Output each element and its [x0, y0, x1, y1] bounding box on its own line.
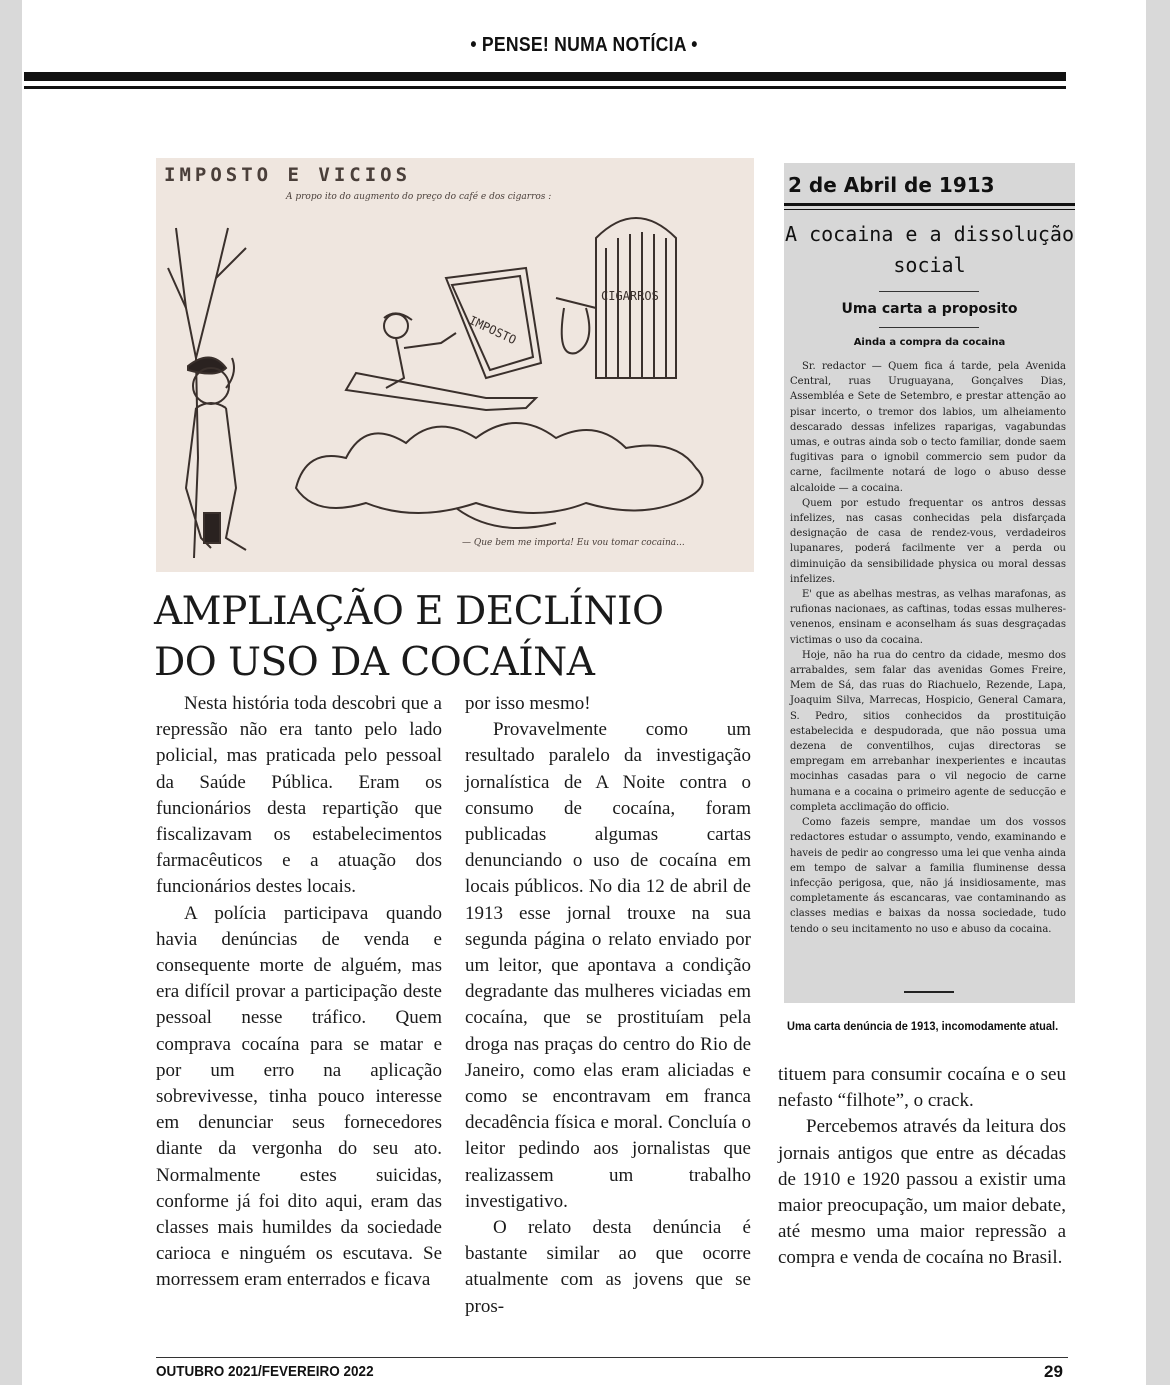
page-number: 29	[1044, 1362, 1063, 1381]
footer-issue: OUTUBRO 2021/FEVEREIRO 2022	[156, 1363, 374, 1380]
sign-imposto-text: IMPOSTO	[466, 313, 519, 348]
clipping-date: 2 de Abril de 1913	[788, 173, 995, 197]
clipping-rule	[784, 203, 1075, 206]
newspaper-clipping	[784, 163, 1075, 1003]
article-paragraph: Percebemos através da leitura dos jornais antigos que entre as décadas de 1910 e 1920 passou a existir uma maior preocupação, um maior debate, até mesmo uma maior repressão a compra e venda de cocaína no Brasil.	[778, 1116, 1066, 1269]
clipping-rule	[784, 209, 1075, 210]
headline-line1: AMPLIAÇÃO E DECLÍNIO	[154, 589, 664, 634]
section-title: • PENSE! NUMA NOTÍCIA •	[470, 34, 698, 56]
article-paragraph: Nesta história toda descobri que a repressão não era tanto pelo lado policial, mas praticada pelo pessoal da Saúde Pública. Eram os funcionários desta repartição que fiscalizavam os estabelecimentos farmacêuticos e a atuação dos funcionários destes locais.	[156, 693, 442, 898]
cartoon-caption: — Que bem me importa! Eu vou tomar cocaina...	[462, 538, 685, 548]
headline-line2: DO USO DA COCAÍNA	[154, 640, 595, 685]
article-paragraph: A polícia participava quando havia denúncias de venda e consequente morte de alguém, mas era difícil provar a participação deste pessoal nesse tráfico. Quem comprava cocaína para se matar e por um erro na aplicação sobrevivesse, tinha pouco interesse em denunciar seus fornecedores diante da vergonha do seu ato. Normalmente estes suicidas, conforme já foi dito aqui, eram das classes mais humildes da sociedade carioca e ninguém os escutava. Se morressem eram enterrados e ficava	[156, 902, 442, 1291]
cartoon-drawing	[156, 158, 754, 572]
cartoon-title: IMPOSTO E VICIOS	[164, 164, 412, 186]
clipping-ornament	[879, 327, 979, 328]
clipping-paragraph: Como fazeis sempre, mandae um dos vossos redactores estudar o assumpto, vendo, examinando e haveis de pedir ao congresso uma lei que venha ainda em tempo de salvar a familia fluminense dessa infecção perigosa, que, não já insidiosamente, mas completamente ás escancaras, vae contaminando as classes medias e baixas da nossa sociedade, tudo tendo o seu incitamento no uso e abuso da cocaina.	[790, 817, 1066, 935]
clipping-subhead: Uma carta a proposito	[841, 301, 1018, 317]
article-column-1	[156, 691, 442, 1294]
clipping-body	[790, 359, 1066, 937]
clipping-headline	[784, 219, 1075, 281]
sign-cigarros-text: CIGARROS	[601, 289, 659, 303]
article-column-3	[778, 1062, 1066, 1272]
clipping-ornament	[879, 291, 979, 292]
clipping-end-mark	[904, 991, 954, 993]
cartoon-illustration	[156, 158, 754, 572]
footer-rule	[156, 1357, 1068, 1358]
cartoon-subtitle: A propo ito do augmento do preço do café e dos cigarros :	[286, 192, 552, 202]
article-paragraph: por isso mesmo!	[465, 693, 591, 714]
article-column-2	[465, 691, 751, 1320]
article-paragraph: Provavelmente como um resultado paralelo da investigação jornalística de A Noite contra o consumo de cocaína, foram publicadas algumas cartas denunciando o uso de cocaína em locais públicos. No dia 12 de abril de 1913 esse jornal trouxe na sua segunda página o relato enviado por um leitor, que apontava a condição degradante das mulheres viciadas em cocaína, que se prostituíam pela droga nas praças do centro do Rio de Janeiro, como elas eram aliciadas e como se encontravam em franca decadência física e moral. Concluía o leitor pedindo aos jornalistas que realizassem um trabalho investigativo.	[465, 719, 751, 1212]
clipping-paragraph: Hoje, não ha rua do centro da cidade, mesmo dos arrabaldes, sem falar das avenidas Gomes Freire, Mem de Sá, das ruas do Riachuelo, Rezende, Lapa, Joaquim Silva, Marrecas, Hospicio, General Camara, S. Pedro, sitios conhecidos da prostituição estabelecida e despudorada, que não possua uma dezena de conventilhos, cujas directoras se empregam em arrebanhar inexperientes e incautas mocinhas casadas para o vil negocio de carne humana e a cocaina o primeiro agente de seducção e completa acclimação do officio.	[790, 649, 1066, 813]
article-paragraph: tituem para consumir cocaína e o seu nefasto “filhote”, o crack.	[778, 1064, 1066, 1112]
clipping-paragraph: Quem por estudo frequentar os antros dessas infelizes, nas casas conhecidas pela disfarçada designação de casa de rendez-vous, verdadeiros lupanares, poderá facilmente ver a perda ou diminuição da sensibilidade physica ou moral dessas infelizes.	[790, 497, 1066, 585]
clipping-headline-line1: A cocaina e a dissolução	[785, 222, 1074, 246]
clipping-subhead-secondary: Ainda a compra da cocaina	[853, 337, 1006, 348]
magazine-page	[22, 0, 1146, 1385]
photo-caption: Uma carta denúncia de 1913, incomodamente atual.	[787, 1019, 1059, 1033]
clipping-paragraph: Sr. redactor — Quem fica á tarde, pela Avenida Central, ruas Uruguayana, Gonçalves Dias, Assembléa e Sete de Setembro, e prestar attenção ao pisar incerto, o tremor dos labios, um alheiamento descarado dessas infelizes raparigas, vagabundas umas, e outras ainda sob o tecto familiar, donde saem fugitivas para o ignobil commercio sem pudor da carne, facilmente notará de logo o abuso desse alcaloide — a cocaina.	[790, 361, 1066, 494]
header-rule-thin	[24, 86, 1066, 89]
header-rule-thick	[24, 72, 1066, 81]
article-paragraph: O relato desta denúncia é bastante similar ao que ocorre atualmente com as jovens que se pros-	[465, 1217, 751, 1317]
clipping-headline-line2: social	[893, 253, 966, 277]
clipping-paragraph: E' que as abelhas mestras, as velhas marafonas, as rufionas nacionaes, as caftinas, todas essas mulheres-venenos, ensinam e aconselham ás suas desgraçadas victimas o uso da cocaina.	[790, 589, 1066, 646]
article-headline	[154, 586, 754, 688]
